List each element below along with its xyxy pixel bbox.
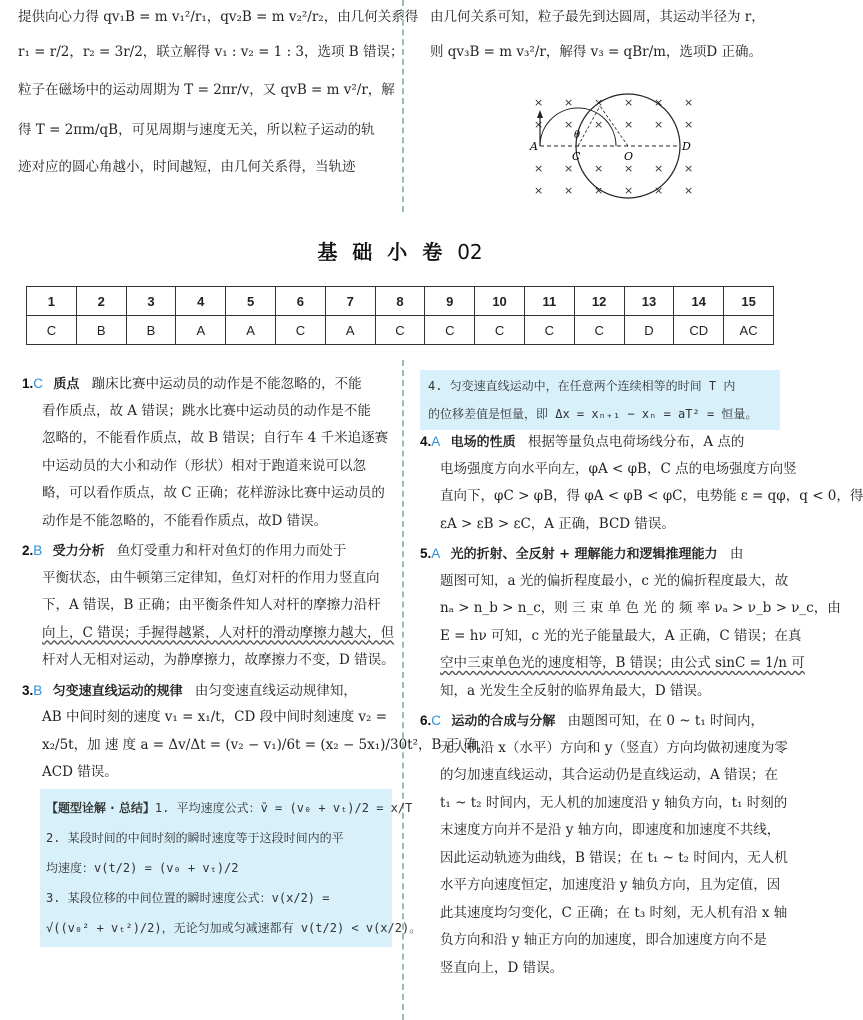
label-C: C (572, 150, 581, 163)
summary-line: 1. 平均速度公式：v̄ = (v₀ + vₜ)/2 = x/T (154, 800, 413, 815)
answer-number-cell: 11 (524, 287, 574, 316)
section-title-text: 基 础 小 卷 (317, 240, 447, 264)
question-number: 5. (420, 546, 432, 561)
label-O: O (624, 150, 634, 163)
question-text: 蹦床比赛中运动员的动作是不能忽略的，不能 (91, 376, 362, 392)
question-text: 直向下，φC > φB，得 φA < φB < φC，电势能 ε = qφ，q < 0，得 (440, 488, 863, 504)
field-cross-icon: × (684, 162, 694, 175)
question-2 (22, 537, 395, 675)
section-number: 02 (457, 240, 483, 264)
question-answer: A (431, 546, 441, 561)
question-3 (22, 677, 491, 787)
summary-line: 3. 某段位移的中间位置的瞬时速度公式：v(x/2) = (46, 890, 330, 905)
column-divider (402, 0, 404, 212)
question-text: 杆对人无相对运动，为静摩擦力，故摩擦力不变，D 错误。 (42, 652, 395, 668)
answer-value-cell: C (425, 316, 475, 345)
summary-box (40, 789, 422, 947)
field-cross-icon: × (684, 96, 694, 109)
answer-number-cell: 1 (27, 287, 77, 316)
question-text: 电场强度方向水平向左，φA < φB，C 点的电场强度方向竖 (440, 460, 797, 477)
field-cross-icon: × (654, 118, 664, 131)
answer-value-cell: B (76, 316, 126, 345)
question-text: 由匀变速直线运动规律知， (194, 682, 357, 699)
question-number: 4. (420, 434, 432, 449)
answer-number-cell: 5 (226, 287, 276, 316)
label-theta: θ (574, 130, 581, 141)
question-text: nₐ > n_b > n_c，则 三 束 单 色 光 的 频 率 νₐ > ν_b > ν_c，由 (440, 600, 841, 616)
question-number: 2. (22, 543, 34, 558)
summary-line: √((v₀² + vₜ²)/2)，无论匀加或匀减速都有 v(t/2) < v(x/2)。 (46, 920, 422, 935)
question-number: 6. (420, 713, 432, 728)
summary-line: 均速度：v(t/2) = (v₀ + vₜ)/2 (46, 860, 239, 875)
question-tag: 电场的性质 (450, 435, 516, 450)
field-cross-icon: × (534, 184, 544, 197)
question-tag: 受力分析 (52, 544, 105, 559)
question-text: 知，a 光发生全反射的临界角最大，D 错误。 (440, 682, 711, 699)
answer-value-cell: D (624, 316, 674, 345)
answer-value-cell: CD (674, 316, 724, 345)
field-cross-icon: × (624, 96, 634, 109)
answer-value-cell: C (27, 316, 77, 345)
question-answer: B (33, 543, 43, 558)
question-text: 鱼灯受重力和杆对鱼灯的作用力而处于 (116, 543, 347, 559)
question-text: 水平方向速度恒定，加速度沿 y 轴负方向，且为定值，因 (440, 877, 781, 893)
answer-number-cell: 8 (375, 287, 425, 316)
question-6 (420, 707, 788, 982)
answer-value-cell: C (375, 316, 425, 345)
answer-value-cell: AC (724, 316, 774, 345)
field-cross-icon: × (654, 162, 664, 175)
answer-number-cell: 9 (425, 287, 475, 316)
question-answer: C (33, 376, 44, 391)
answer-table (26, 286, 774, 345)
question-text: εA > εB > εC，A 正确，BCD 错误。 (440, 515, 675, 532)
top-left-line: 迹对应的圆心角越小，时间越短，由几何关系得，当轨迹 (18, 159, 356, 175)
top-right-line: 则 qv₃B = m v₃²/r，解得 v₃ = qBr/m，选项D 正确。 (430, 44, 763, 60)
field-cross-icon: × (624, 118, 634, 131)
question-text: 负方向和沿 y 轴正方向的加速度，即合加速度方向不是 (440, 932, 767, 948)
top-left-line: r₁ = r/2，r₂ = 3r/2，联立解得 v₁ : v₂ = 1 : 3，选项 B 错误； (18, 44, 404, 60)
field-cross-icon: × (594, 162, 604, 175)
answer-number-cell: 15 (724, 287, 774, 316)
arrow-head-icon (537, 110, 543, 118)
solutions-right (420, 428, 863, 984)
field-cross-icon: × (594, 118, 604, 131)
answer-number-cell: 13 (624, 287, 674, 316)
question-text: ACD 错误。 (42, 764, 118, 780)
answer-value-cell: B (126, 316, 176, 345)
answer-number-cell: 3 (126, 287, 176, 316)
question-text: 无人机沿 x（水平）方向和 y（竖直）方向均做初速度为零 (440, 739, 788, 756)
question-text: 此其速度均匀变化，C 正确；在 t₃ 时刻，无人机有沿 x 轴 (440, 904, 788, 921)
top-right-text (430, 0, 780, 70)
field-cross-icon: × (564, 96, 574, 109)
question-text: 空中三束单色光的速度相等，B 错误；由公式 sinC = 1/n 可 (440, 655, 805, 671)
top-right-line: 由几何关系可知，粒子最先到达圆周，其运动半径为 r， (430, 9, 765, 25)
question-answer: C (431, 713, 442, 728)
question-text: 竖直向上，D 错误。 (440, 959, 564, 976)
summary-line: 2. 某段时间的中间时刻的瞬时速度等于这段时间内的平 (46, 830, 344, 845)
question-text: 向上，C 错误；手握得越紧，人对杆的滑动摩擦力越大，但 (42, 624, 395, 641)
question-text: 看作质点，故 A 错误；跳水比赛中运动员的动作是不能 (42, 402, 371, 419)
summary-continuation-box (420, 370, 780, 430)
question-text: 平衡状态，由牛顿第三定律知，鱼灯对杆的作用力竖直向 (42, 569, 380, 586)
answer-number-row (27, 287, 774, 316)
question-text: 略，可以看作质点，故 C 正确；花样游泳比赛中运动员的 (42, 485, 385, 501)
field-cross-icon: × (654, 184, 664, 197)
question-text: 题图可知，a 光的偏折程度最小，c 光的偏折程度最大，故 (440, 572, 789, 589)
field-cross-icon: × (564, 184, 574, 197)
answer-number-cell: 7 (325, 287, 375, 316)
field-cross-icon: × (684, 184, 694, 197)
answer-value-cell: C (275, 316, 325, 345)
question-4 (420, 428, 863, 538)
summary-title: 【题型诠解 · 总结】 (46, 800, 155, 815)
field-cross-icon: × (624, 184, 634, 197)
answer-number-cell: 10 (475, 287, 525, 316)
question-text: 中运动员的大小和动作（形状）相对于跑道来说可以忽 (42, 457, 366, 474)
question-text: 的匀加速直线运动，其合运动仍是直线运动，A 错误；在 (440, 767, 779, 783)
top-left-line: 粒子在磁场中的运动周期为 T = 2πr/v，又 qvB = m v²/r，解 (18, 82, 395, 98)
summary-line: 的位移差值是恒量，即 Δx = xₙ₊₁ − xₙ = aT² = 恒量。 (428, 407, 758, 421)
question-number: 1. (22, 376, 34, 391)
question-1 (22, 370, 392, 535)
summary-line: 4. 匀变速直线运动中，在任意两个连续相等的时间 T 内 (428, 379, 736, 393)
question-text: x₂/5t，加 速 度 a = Δv/Δt = (v₂ − v₁)/6t = (x₂ − 5x₁)/30t²，B 正 确， (42, 736, 491, 753)
field-cross-icon: × (624, 162, 634, 175)
question-tag: 匀变速直线运动的规律 (52, 683, 183, 699)
top-left-text (18, 0, 419, 185)
question-text: 忽略的，不能看作质点，故 B 错误；自行车 4 千米追逐赛 (42, 430, 389, 446)
top-left-line: 提供向心力得 qv₁B = m v₁²/r₁，qv₂B = m v₂²/r₂，由几何关系得 (18, 9, 419, 25)
field-cross-icon: × (534, 118, 544, 131)
field-cross-icon: × (594, 96, 604, 109)
question-text: 下，A 错误，B 正确；由平衡条件知人对杆的摩擦力沿杆 (42, 597, 381, 613)
field-cross-icon: × (534, 96, 544, 109)
question-number: 3. (22, 682, 34, 698)
question-tag: 运动的合成与分解 (451, 714, 556, 729)
question-5 (420, 540, 841, 705)
question-text: 根据等量负点电荷场线分布，A 点的 (527, 434, 745, 450)
field-cross-icon: × (684, 118, 694, 131)
question-text: 由题图可知，在 0 ~ t₁ 时间内， (567, 713, 765, 729)
magnetic-field-diagram (510, 88, 700, 198)
label-A: A (530, 140, 538, 153)
answer-value-cell: C (574, 316, 624, 345)
answer-value-row (27, 316, 774, 345)
question-text: 因此运动轨迹为曲线，B 错误；在 t₁ ~ t₂ 时间内，无人机 (440, 849, 788, 866)
answer-value-cell: A (176, 316, 226, 345)
top-left-line: 得 T = 2πm/qB，可见周期与速度无关，所以粒子运动的轨 (18, 122, 375, 138)
answer-value-cell: C (475, 316, 525, 345)
field-cross-icon: × (594, 184, 604, 197)
question-answer: B (33, 682, 43, 698)
field-cross-icon: × (654, 96, 664, 109)
question-tag: 光的折射、全反射 + 理解能力和逻辑推理能力 (450, 547, 718, 562)
label-D: D (682, 140, 691, 153)
field-cross-icon: × (564, 118, 574, 131)
answer-number-cell: 14 (674, 287, 724, 316)
answer-number-cell: 2 (76, 287, 126, 316)
question-text: t₁ ~ t₂ 时间内，无人机的加速度沿 y 轴负方向，t₁ 时刻的 (440, 794, 788, 811)
answer-value-cell: C (524, 316, 574, 345)
question-text: 末速度方向并不是沿 y 轴方向，即速度和加速度不共线， (440, 822, 781, 838)
answer-number-cell: 4 (176, 287, 226, 316)
question-text: 由 (729, 546, 744, 562)
answer-value-cell: A (325, 316, 375, 345)
field-cross-icon: × (564, 162, 574, 175)
question-text: AB 中间时刻的速度 v₁ = x₁/t，CD 段中间时刻速度 v₂ = (42, 709, 388, 725)
answer-number-cell: 12 (574, 287, 624, 316)
question-text: 动作是不能忽略的，不能看作质点，故D 错误。 (42, 512, 328, 529)
section-title (0, 236, 800, 265)
answer-value-cell: A (226, 316, 276, 345)
field-cross-icon: × (534, 162, 544, 175)
answer-number-cell: 6 (275, 287, 325, 316)
question-answer: A (431, 434, 441, 449)
question-text: E = hν 可知，c 光的光子能量最大，A 正确，C 错误；在真 (440, 627, 802, 644)
question-tag: 质点 (53, 377, 80, 392)
